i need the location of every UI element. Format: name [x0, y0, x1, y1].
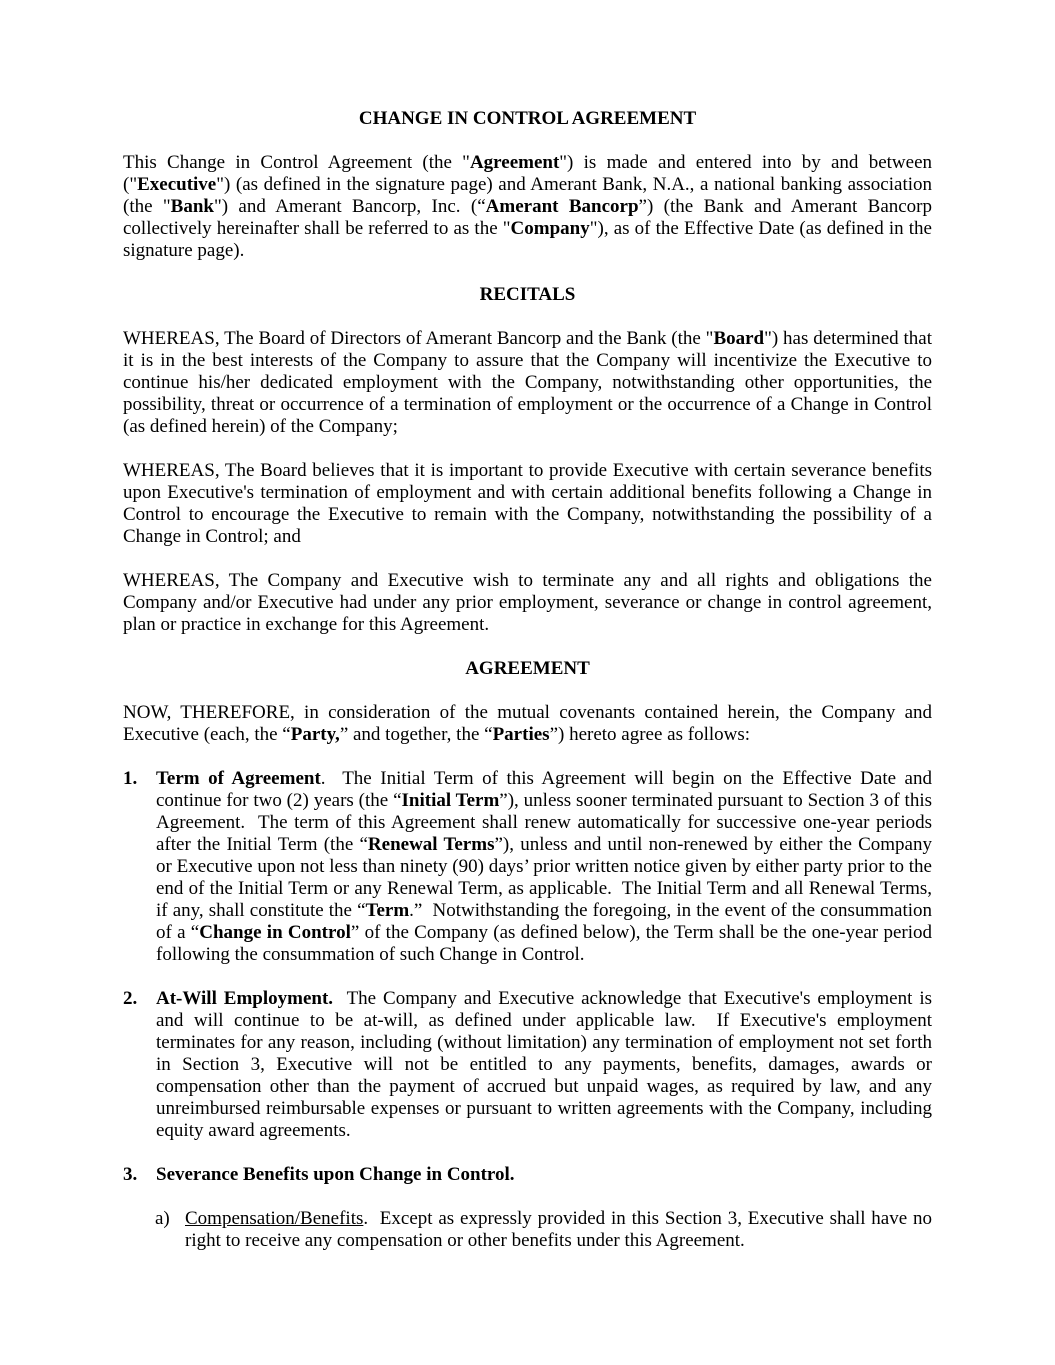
text-run: ”), unless and until non-renewed by either the Company or Executive upon not less than ninety (90) days’ prior written notice given by either party prior to the end of the Initial Term or any Renewal Term, as applicable. The Initial Term and all Renewal Terms, if any, shall constitute the “ — [156, 834, 937, 921]
list-marker: 1. — [123, 768, 138, 789]
text-run: At-Will Employment. — [156, 988, 334, 1009]
text-run: Board — [713, 328, 765, 349]
text-run: Company — [510, 218, 590, 239]
text-run: WHEREAS, The Board believes that it is important to provide Executive with certain severance benefits upon Executive's termination of employment and with certain additional benefits following a Change in Control to encourage the Executive to remain with the Company, notwithstanding the possibility of a Change in Control; and — [123, 460, 937, 547]
text-run: . The Initial Term of this Agreement will begin on the Effective Date and continue for two (2) years (the “ — [156, 768, 937, 811]
text-run: ") (as defined in the signature page) and Amerant Bank, N.A., a national banking association (the " — [123, 174, 937, 217]
text-run: Party, — [290, 724, 340, 745]
section-3a-compensation-benefits — [155, 1208, 937, 1252]
text-run: ”), unless sooner terminated pursuant to Section 3 of this Agreement. The term of this Agreement shall renew automatically for successive one-year periods after the Initial Term (the “ — [156, 790, 937, 855]
list-marker: 3. — [123, 1164, 138, 1185]
whereas-paragraph-2 — [123, 460, 937, 548]
text-run: Renewal Terms — [367, 834, 495, 855]
text-run: This Change in Control Agreement (the " — [123, 152, 470, 173]
section-3-severance-benefits — [123, 1164, 932, 1186]
text-run: ”) (the Bank and Amerant Bancorp collectively hereinafter shall be referred to as the " — [123, 196, 937, 239]
document-body — [123, 152, 937, 1252]
text-run: Severance Benefits upon Change in Control. — [156, 1164, 515, 1185]
now-therefore-paragraph — [123, 702, 937, 746]
text-run: "), as of the Effective Date (as defined in the signature page). — [123, 218, 937, 261]
agreement-heading — [123, 658, 932, 680]
text-run: Compensation/Benefits — [185, 1208, 364, 1229]
text-run: . Except as expressly provided in this Section 3, Executive shall have no right to receive any compensation or other benefits under this Agreement. — [185, 1208, 937, 1251]
text-run: Bank — [170, 196, 214, 217]
section-2-at-will-employment — [123, 988, 937, 1142]
document-title: CHANGE IN CONTROL AGREEMENT — [358, 108, 697, 129]
text-run: AGREEMENT — [465, 658, 590, 679]
list-marker: a) — [155, 1208, 170, 1229]
text-run: Amerant Bancorp — [485, 196, 639, 217]
text-run: .” Notwithstanding the foregoing, in the event of the consummation of a “ — [156, 900, 937, 943]
text-run: Term — [365, 900, 410, 921]
text-run: ” and together, the “ — [339, 724, 493, 745]
text-run: ”) hereto agree as follows: — [549, 724, 751, 745]
text-run: Change in Control — [199, 922, 351, 943]
whereas-paragraph-3 — [123, 570, 937, 636]
text-run: NOW, THEREFORE, in consideration of the mutual covenants contained herein, the Company and Executive (each, the “ — [123, 702, 937, 745]
text-run: WHEREAS, The Company and Executive wish to terminate any and all rights and obligations the Company and/or Executive had under any prior employment, severance or change in control agreement, plan or practice in exchange for this Agreement. — [123, 570, 937, 635]
text-run: ") is made and entered into by and between (" — [123, 152, 937, 195]
whereas-paragraph-1 — [123, 328, 937, 438]
text-run: Term of Agreement — [156, 768, 321, 789]
text-run: RECITALS — [479, 284, 576, 305]
text-run: ” of the Company (as defined below), the Term shall be the one-year period following the consummation of such Change in Control. — [156, 922, 937, 965]
text-run: Agreement — [469, 152, 560, 173]
text-run: Executive — [137, 174, 217, 195]
recitals-heading — [123, 284, 932, 306]
list-marker: 2. — [123, 988, 138, 1009]
intro-paragraph — [123, 152, 937, 262]
text-run: Initial Term — [401, 790, 500, 811]
text-run: The Company and Executive acknowledge that Executive's employment is and will continue to be at-will, as defined under applicable law. If Executive's employment terminates for any reason, including (without limitation) any termination of employment not set forth in Section 3, Executive will not be entitled to any payments, benefits, damages, awards or compensation other than the payment of accrued but unpaid wages, as required by law, and any unreimbursed reimbursable expenses or pursuant to written agreements with the Company, including equity award agreements. — [156, 988, 937, 1141]
text-run: ") has determined that it is in the best interests of the Company to assure that the Company will incentivize the Executive to continue his/her dedicated employment with the Company, notwithstanding other opportunities, the possibility, threat or occurrence of a termination of employment or the occurrence of a Change in Control (as defined herein) of the Company; — [123, 328, 937, 437]
text-run: Parties — [492, 724, 550, 745]
text-run: WHEREAS, The Board of Directors of Amerant Bancorp and the Bank (the " — [123, 328, 714, 349]
text-run: ") and Amerant Bancorp, Inc. (“ — [213, 196, 486, 217]
section-1-term-of-agreement — [123, 768, 937, 966]
